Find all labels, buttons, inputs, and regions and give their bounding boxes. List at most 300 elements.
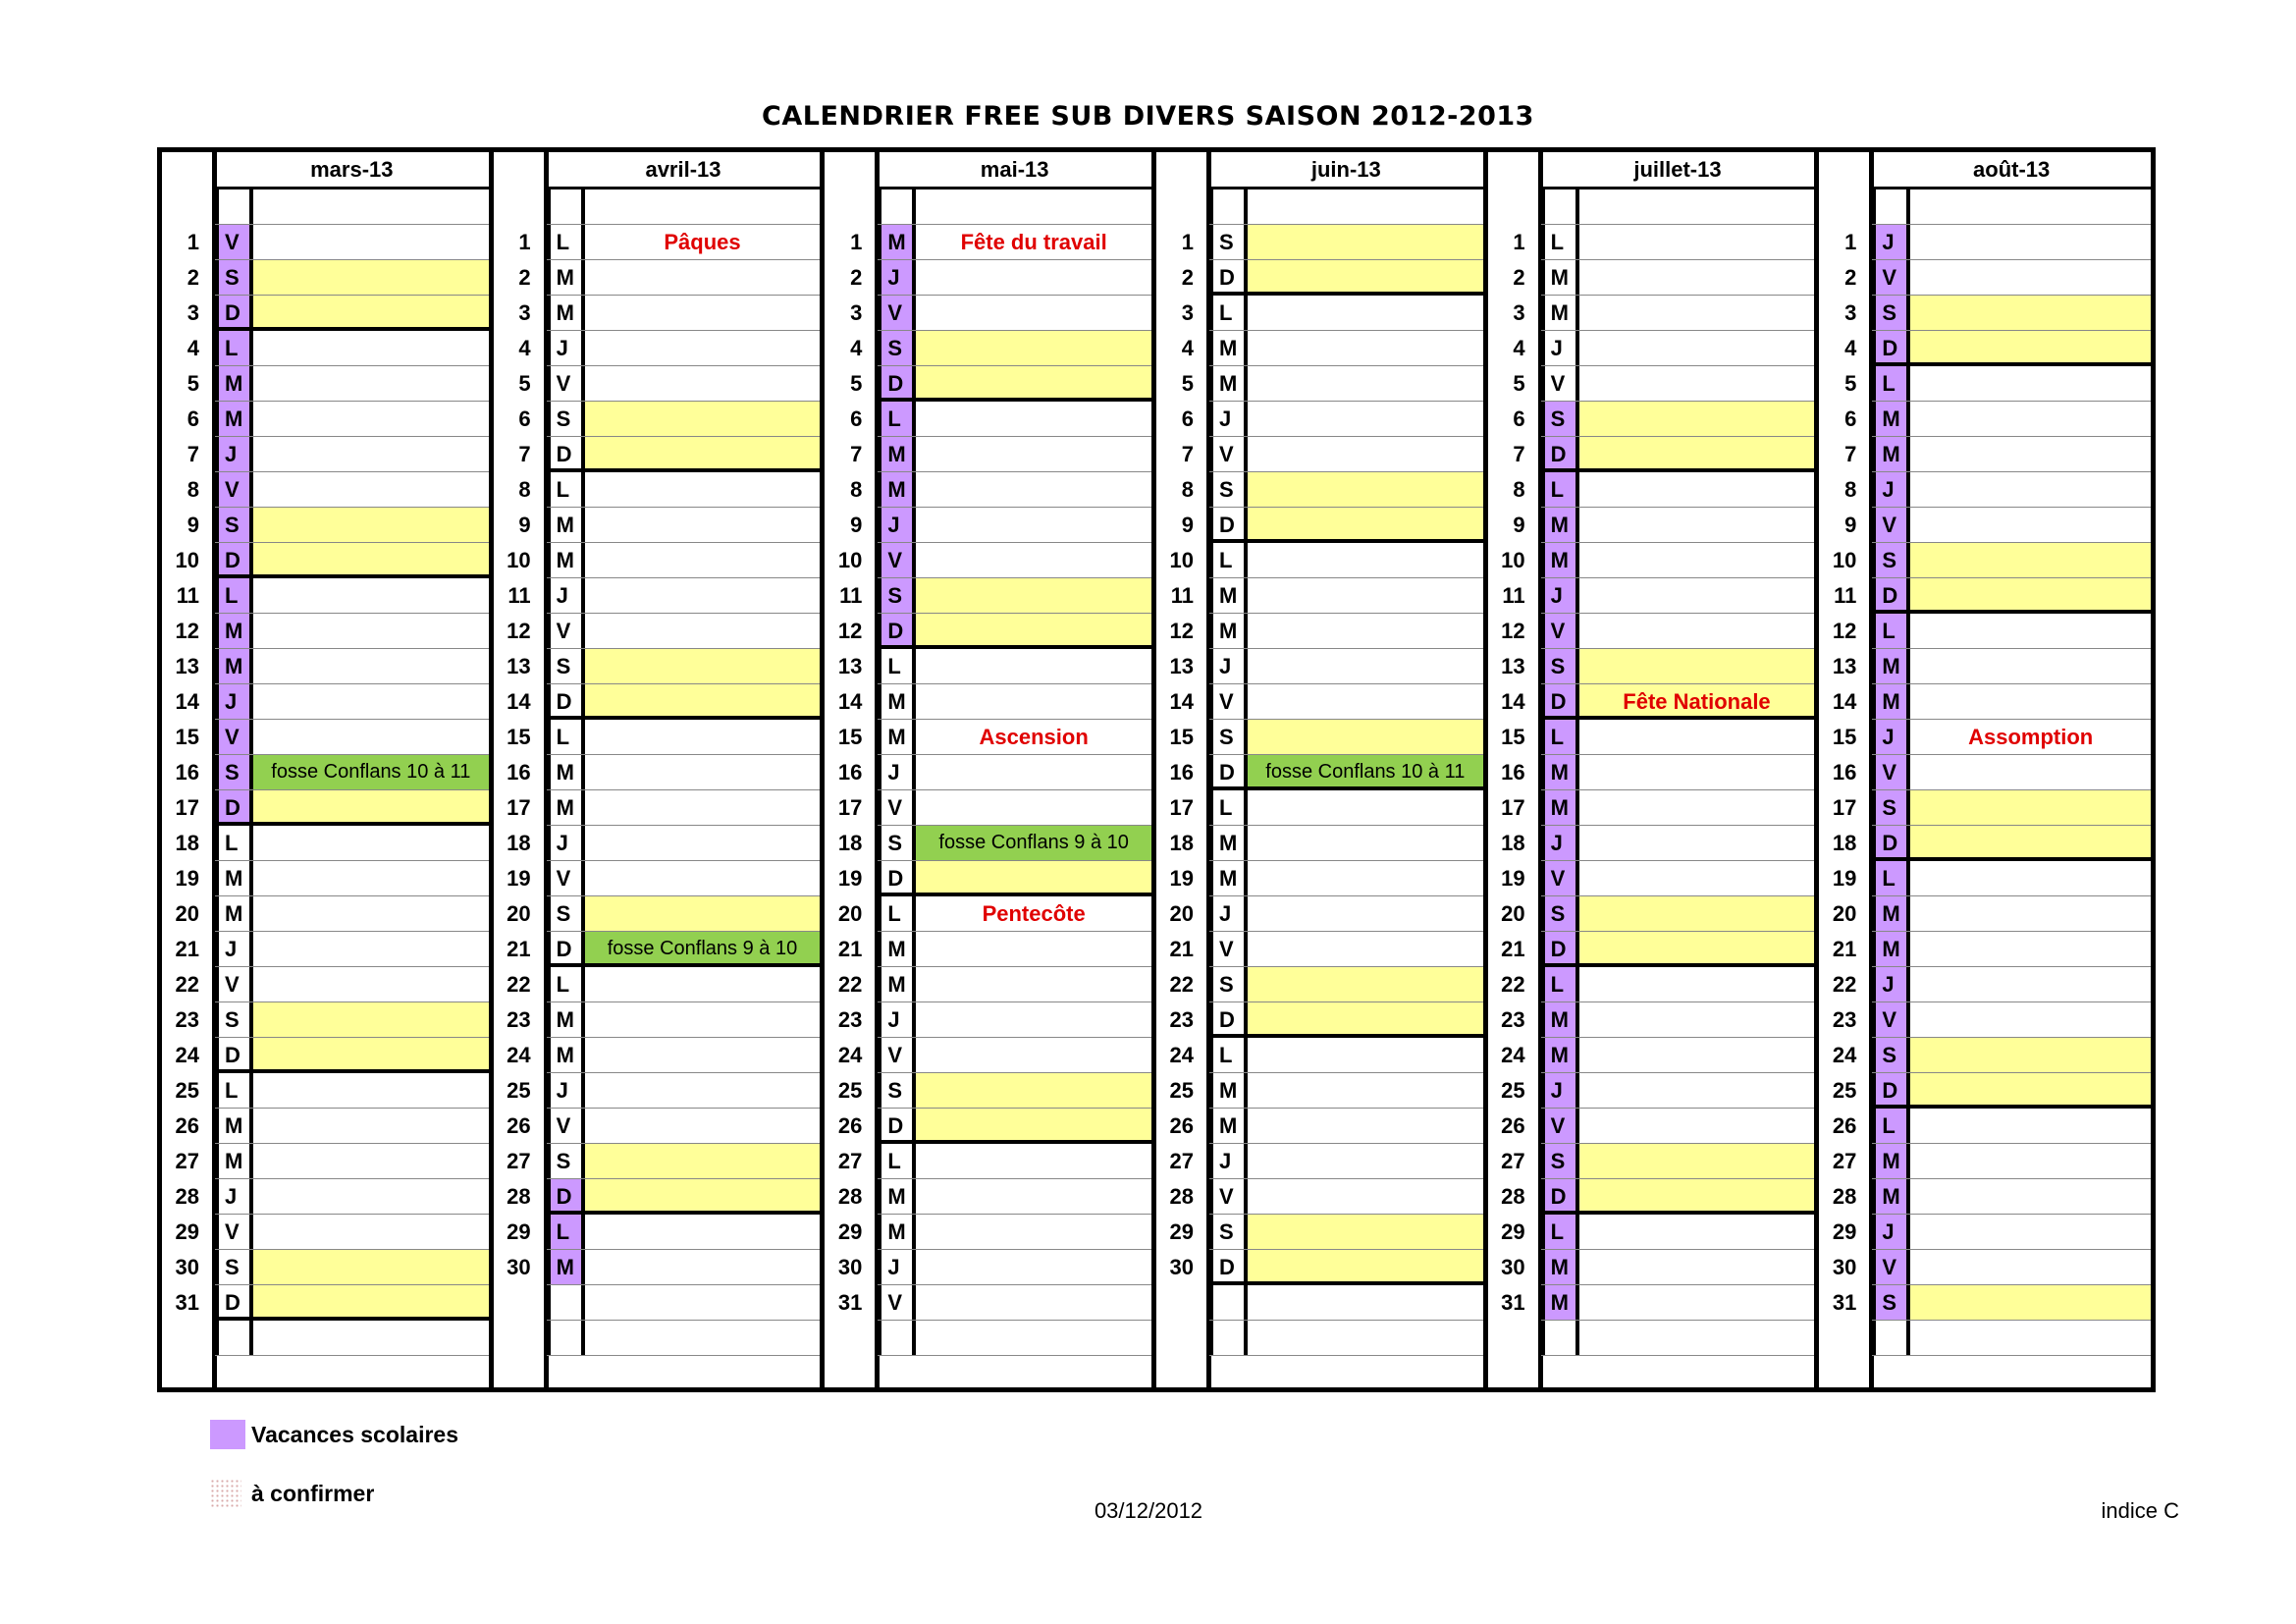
day-letter: D	[215, 1038, 249, 1069]
day-letter: L	[1872, 1109, 1906, 1143]
day-number: 3	[1181, 300, 1194, 325]
day-event	[1244, 331, 1483, 365]
day-number: 1	[187, 230, 199, 254]
day-event	[1244, 826, 1483, 860]
day-event	[249, 896, 489, 931]
day-letter: L	[1209, 543, 1244, 577]
day-event	[1906, 296, 2151, 330]
day-event	[249, 826, 489, 860]
day-event	[1575, 755, 1815, 789]
day-event	[249, 1073, 489, 1108]
day-number: 30	[1169, 1255, 1194, 1279]
empty-row	[1541, 1321, 1815, 1356]
day-event	[1244, 1073, 1483, 1108]
spacer-row	[215, 189, 489, 225]
day-event	[912, 437, 1151, 471]
day-event	[912, 508, 1151, 542]
day-letter: D	[1209, 508, 1244, 539]
day-event	[1575, 472, 1815, 507]
day-row	[1169, 1038, 1483, 1073]
day-number: 4	[850, 336, 863, 360]
day-number: 17	[1169, 795, 1194, 820]
day-number: 2	[850, 265, 863, 290]
day-letter: V	[1872, 755, 1906, 789]
day-row	[1501, 649, 1815, 684]
day-row	[837, 649, 1151, 684]
month-header: juin-13	[1209, 152, 1483, 189]
day-event	[1244, 790, 1483, 825]
day-row	[850, 437, 1151, 472]
day-number: 9	[1181, 513, 1194, 537]
day-event	[1575, 826, 1815, 860]
day-number: 3	[187, 300, 199, 325]
day-letter: S	[1872, 543, 1906, 577]
day-number: 26	[175, 1113, 199, 1138]
day-number: 13	[1832, 654, 1857, 678]
day-number: 15	[175, 725, 199, 749]
day-letter: S	[1872, 1285, 1906, 1320]
day-letter: M	[1872, 1179, 1906, 1214]
day-row	[1181, 366, 1483, 402]
day-row	[1832, 790, 2151, 826]
day-event	[581, 720, 821, 754]
day-letter: J	[1872, 967, 1906, 1001]
day-number: 28	[1169, 1184, 1194, 1209]
day-letter: V	[1541, 366, 1575, 401]
day-number: 10	[1169, 548, 1194, 572]
day-row	[507, 1109, 821, 1144]
day-letter: J	[215, 684, 249, 719]
day-letter: S	[878, 578, 912, 613]
day-event	[581, 1073, 821, 1108]
day-row	[1844, 225, 2151, 260]
day-number: 20	[175, 901, 199, 926]
day-letter: J	[1541, 826, 1575, 860]
day-letter: M	[547, 296, 581, 330]
day-event	[1906, 614, 2151, 648]
legend-vacances-label: Vacances scolaires	[251, 1422, 458, 1447]
day-event	[1575, 614, 1815, 648]
day-row	[507, 614, 821, 649]
day-letter: L	[878, 1144, 912, 1178]
day-row	[837, 543, 1151, 578]
day-number: 7	[1513, 442, 1525, 466]
day-number: 24	[1501, 1043, 1525, 1067]
day-number: 15	[1169, 725, 1194, 749]
day-row	[837, 790, 1151, 826]
day-letter: S	[1541, 896, 1575, 931]
day-event	[1906, 826, 2151, 857]
day-letter: J	[1872, 720, 1906, 754]
day-letter: J	[547, 578, 581, 613]
day-row	[1844, 296, 2151, 331]
day-row	[1513, 472, 1815, 508]
day-event	[249, 1215, 489, 1249]
day-event	[249, 437, 489, 471]
day-letter: L	[878, 402, 912, 436]
day-event	[581, 967, 821, 1001]
day-row	[507, 684, 821, 720]
day-number: 27	[507, 1149, 531, 1173]
day-letter: M	[215, 402, 249, 436]
month-column	[837, 152, 1156, 1387]
page-title: CALENDRIER FREE SUB DIVERS SAISON 2012-2013	[762, 101, 1534, 132]
day-event	[1575, 1073, 1815, 1108]
day-row	[837, 826, 1151, 861]
day-event	[249, 1285, 489, 1317]
day-letter: V	[1541, 1109, 1575, 1143]
day-letter: D	[878, 614, 912, 645]
day-event	[581, 472, 821, 507]
day-number: 10	[507, 548, 531, 572]
empty-row	[215, 1321, 489, 1356]
day-number: 24	[1832, 1043, 1857, 1067]
day-number: 13	[837, 654, 863, 678]
day-number: 12	[837, 619, 863, 643]
day-event	[912, 790, 1151, 825]
day-letter: V	[215, 225, 249, 259]
day-event	[249, 578, 489, 613]
day-row	[1832, 967, 2151, 1002]
day-event	[581, 437, 821, 468]
day-number: 23	[1169, 1007, 1194, 1032]
day-event	[1906, 790, 2151, 825]
day-letter: M	[1872, 649, 1906, 683]
day-number: 12	[1832, 619, 1857, 643]
day-row	[175, 1285, 489, 1321]
day-event	[912, 366, 1151, 398]
day-number: 6	[518, 406, 531, 431]
day-number: 1	[850, 230, 863, 254]
day-row	[175, 1002, 489, 1038]
day-event	[1906, 331, 2151, 362]
day-event	[1906, 1144, 2151, 1178]
day-event	[581, 578, 821, 613]
day-number: 21	[1832, 937, 1857, 961]
day-letter: L	[547, 225, 581, 259]
day-event	[1244, 684, 1483, 719]
day-row	[1844, 437, 2151, 472]
day-row	[1832, 720, 2151, 755]
day-letter: J	[1872, 225, 1906, 259]
day-row	[1844, 508, 2151, 543]
day-event	[1906, 437, 2151, 471]
day-letter: S	[878, 1073, 912, 1108]
day-letter: J	[1209, 1144, 1244, 1178]
day-event	[1906, 1073, 2151, 1105]
day-event	[581, 790, 821, 825]
day-number: 2	[518, 265, 531, 290]
day-row	[1181, 331, 1483, 366]
day-row	[850, 296, 1151, 331]
day-number: 26	[837, 1113, 863, 1138]
day-event	[1575, 578, 1815, 613]
day-number: 6	[1513, 406, 1525, 431]
day-letter: M	[1209, 1109, 1244, 1143]
spacer-row	[878, 189, 1151, 225]
day-row	[1832, 1038, 2151, 1073]
day-number: 25	[175, 1078, 199, 1103]
day-letter: S	[215, 508, 249, 542]
day-letter: D	[1872, 1073, 1906, 1105]
day-row	[187, 331, 489, 366]
day-row	[175, 967, 489, 1002]
day-number: 30	[507, 1255, 531, 1279]
day-number: 3	[1844, 300, 1857, 325]
day-event	[581, 614, 821, 648]
day-event	[1575, 366, 1815, 401]
day-number: 27	[1501, 1149, 1525, 1173]
day-letter: M	[547, 755, 581, 789]
day-row	[1181, 260, 1483, 296]
day-event: Fête du travail	[912, 225, 1151, 259]
month-column	[175, 152, 494, 1387]
day-number: 22	[837, 972, 863, 997]
day-number: 28	[507, 1184, 531, 1209]
day-event	[912, 1002, 1151, 1037]
day-letter: M	[1541, 1285, 1575, 1320]
day-event	[1244, 1144, 1483, 1178]
day-event: Assomption	[1906, 720, 2151, 754]
day-row	[1844, 402, 2151, 437]
day-row	[837, 861, 1151, 896]
day-number: 29	[1501, 1219, 1525, 1244]
day-letter: V	[1872, 260, 1906, 295]
day-event: fosse Conflans 10 à 11	[249, 755, 489, 789]
day-letter: L	[1872, 366, 1906, 401]
day-letter: M	[1541, 508, 1575, 542]
day-number: 20	[507, 901, 531, 926]
day-letter: L	[1872, 614, 1906, 648]
day-event	[912, 1179, 1151, 1214]
day-event	[249, 649, 489, 683]
day-row	[1844, 366, 2151, 402]
day-letter: M	[1209, 861, 1244, 895]
day-number: 8	[187, 477, 199, 502]
day-row	[1844, 260, 2151, 296]
legend-confirm-label: à confirmer	[251, 1481, 375, 1506]
day-event	[1575, 402, 1815, 436]
day-row	[507, 1073, 821, 1109]
day-event	[1906, 755, 2151, 789]
day-number: 30	[1832, 1255, 1857, 1279]
day-number: 18	[1501, 831, 1525, 855]
day-row	[1832, 1250, 2151, 1285]
legend-vacances-swatch	[210, 1420, 245, 1449]
empty-row	[878, 1321, 1151, 1356]
day-event	[1906, 684, 2151, 719]
day-event: Pâques	[581, 225, 821, 259]
day-letter: J	[1209, 649, 1244, 683]
day-event	[1244, 366, 1483, 401]
day-row	[1832, 543, 2151, 578]
day-number: 12	[1169, 619, 1194, 643]
day-letter: M	[1209, 578, 1244, 613]
day-letter: M	[547, 260, 581, 295]
day-number: 7	[518, 442, 531, 466]
day-row	[1501, 790, 1815, 826]
day-row	[507, 1215, 821, 1250]
day-letter: M	[215, 614, 249, 648]
day-row	[1169, 720, 1483, 755]
day-letter: S	[547, 402, 581, 436]
day-letter: S	[1209, 967, 1244, 1001]
day-number: 30	[1501, 1255, 1525, 1279]
day-letter: M	[547, 543, 581, 577]
day-number: 31	[1501, 1290, 1525, 1315]
day-event	[1906, 402, 2151, 436]
day-row	[837, 1215, 1151, 1250]
day-letter: S	[1872, 790, 1906, 825]
day-event	[1906, 260, 2151, 295]
day-event	[1244, 1250, 1483, 1281]
day-event	[1244, 225, 1483, 259]
day-event	[912, 1250, 1151, 1284]
day-row	[187, 402, 489, 437]
day-row	[1832, 896, 2151, 932]
day-letter: S	[878, 826, 912, 860]
day-event	[249, 260, 489, 295]
day-number: 27	[1832, 1149, 1857, 1173]
day-number: 23	[175, 1007, 199, 1032]
day-row	[837, 614, 1151, 649]
day-number: 9	[850, 513, 863, 537]
day-letter: D	[1541, 932, 1575, 963]
day-row	[518, 508, 821, 543]
day-number: 7	[1844, 442, 1857, 466]
day-number: 10	[1501, 548, 1525, 572]
day-row	[507, 1038, 821, 1073]
day-row	[1501, 1073, 1815, 1109]
day-event	[249, 331, 489, 365]
day-row	[1832, 1285, 2151, 1321]
day-row	[1501, 543, 1815, 578]
day-number: 30	[837, 1255, 863, 1279]
day-number: 18	[837, 831, 863, 855]
day-event	[1244, 472, 1483, 507]
day-event	[912, 1285, 1151, 1320]
day-number: 8	[850, 477, 863, 502]
day-letter: M	[1872, 896, 1906, 931]
day-event	[1575, 225, 1815, 259]
day-row	[1501, 684, 1815, 720]
day-event	[581, 649, 821, 683]
month-column	[507, 152, 826, 1387]
day-event	[581, 826, 821, 860]
day-letter: V	[1872, 1250, 1906, 1284]
day-event	[1906, 896, 2151, 931]
day-row	[175, 790, 489, 826]
day-event	[1906, 543, 2151, 577]
day-number: 4	[1181, 336, 1194, 360]
day-letter: S	[215, 1250, 249, 1284]
day-number: 17	[1832, 795, 1857, 820]
day-letter: L	[547, 967, 581, 1001]
day-row	[175, 1144, 489, 1179]
day-row	[507, 967, 821, 1002]
day-event	[1906, 1038, 2151, 1072]
day-number: 13	[175, 654, 199, 678]
day-row	[1501, 967, 1815, 1002]
day-letter: L	[1541, 967, 1575, 1001]
day-letter: J	[215, 1179, 249, 1214]
day-row	[1169, 896, 1483, 932]
day-row	[175, 932, 489, 967]
day-row	[1832, 649, 2151, 684]
day-row	[1513, 331, 1815, 366]
day-letter: J	[878, 260, 912, 295]
day-number: 5	[1513, 371, 1525, 396]
day-number: 18	[1169, 831, 1194, 855]
day-event	[1575, 790, 1815, 825]
day-row	[1169, 684, 1483, 720]
day-letter: L	[878, 649, 912, 683]
day-number: 18	[175, 831, 199, 855]
day-letter: M	[878, 720, 912, 754]
day-letter: S	[1209, 472, 1244, 507]
day-event	[581, 1002, 821, 1037]
day-event	[1244, 543, 1483, 577]
day-row	[850, 331, 1151, 366]
day-row	[1181, 508, 1483, 543]
day-letter: M	[1541, 260, 1575, 295]
day-letter: D	[1209, 1250, 1244, 1281]
day-number: 31	[1832, 1290, 1857, 1315]
day-number: 24	[175, 1043, 199, 1067]
day-number: 16	[837, 760, 863, 785]
day-number: 22	[507, 972, 531, 997]
day-letter: D	[547, 1179, 581, 1211]
day-number: 6	[850, 406, 863, 431]
day-number: 16	[175, 760, 199, 785]
day-row	[507, 1250, 821, 1285]
day-row	[850, 260, 1151, 296]
day-event	[912, 755, 1151, 789]
day-row	[837, 967, 1151, 1002]
day-row	[1181, 437, 1483, 472]
day-letter: V	[878, 790, 912, 825]
day-row	[175, 896, 489, 932]
day-number: 22	[1169, 972, 1194, 997]
day-letter: M	[1872, 402, 1906, 436]
day-row	[1169, 967, 1483, 1002]
day-letter: M	[878, 684, 912, 719]
day-number: 22	[1832, 972, 1857, 997]
day-row	[837, 1073, 1151, 1109]
day-letter: V	[1541, 614, 1575, 648]
day-letter: D	[1209, 755, 1244, 786]
day-letter: M	[878, 225, 912, 259]
day-row	[1169, 790, 1483, 826]
day-row	[175, 1215, 489, 1250]
day-event	[1906, 1215, 2151, 1249]
day-letter: L	[878, 896, 912, 931]
day-number: 5	[1181, 371, 1194, 396]
day-event	[1575, 543, 1815, 577]
day-row	[837, 1038, 1151, 1073]
day-letter: S	[1541, 649, 1575, 683]
day-number: 31	[175, 1290, 199, 1315]
day-row	[175, 1109, 489, 1144]
day-event	[1575, 649, 1815, 683]
day-number: 14	[837, 689, 863, 714]
day-event	[1575, 1215, 1815, 1249]
day-row	[837, 1285, 1151, 1321]
day-event	[1244, 296, 1483, 330]
day-event	[249, 614, 489, 648]
day-letter: M	[547, 790, 581, 825]
day-event	[912, 472, 1151, 507]
